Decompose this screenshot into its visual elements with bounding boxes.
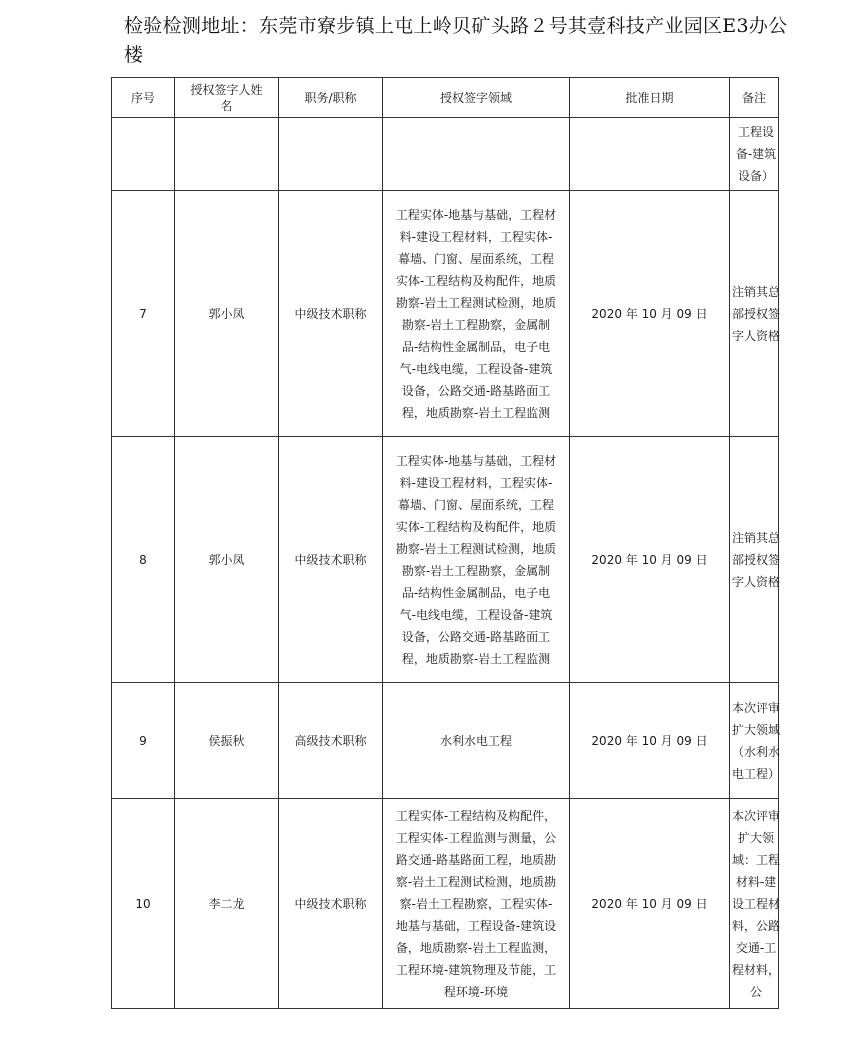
header-field: 授权签字领域 (383, 78, 570, 118)
inspection-address: 检验检测地址：东莞市寮步镇上屯上岭贝矿头路２号其壹科技产业园区E3办公楼 (124, 15, 788, 66)
note-text: 本次评审扩大领域：工程材料-建设工程材料，公路交通-工程材料，公 (731, 808, 780, 999)
table-row (112, 191, 779, 437)
table-row (112, 799, 779, 1009)
cell-title: 中级技术职称 (279, 799, 383, 1009)
header-seq: 序号 (112, 78, 175, 118)
cell-name: 李二龙 (175, 799, 279, 1009)
header-date: 批准日期 (570, 78, 730, 118)
cell-note (730, 437, 779, 683)
cell-date: 2020 年 10 月 09 日 (570, 437, 730, 683)
header-note: 备注 (730, 78, 779, 118)
cell-date: 2020 年 10 月 09 日 (570, 683, 730, 799)
cell-field (383, 118, 570, 191)
field-text: 工程实体-工程结构及构配件，工程实体-工程监测与测量，公路交通-路基路面工程，地质勘察-岩土工程测试检测，地质勘察-岩土工程勘察，工程实体-地基与基础，工程设备-建筑设备，地质勘察-岩土工程监测，工程环境-建筑物理及节能，工程环境-环境 (395, 808, 557, 999)
table-header-row (112, 78, 779, 118)
cell-note (730, 118, 779, 191)
note-text: 注销其总部授权签字人资格 (731, 284, 780, 343)
note-text: 工程设备-建筑设备） (735, 125, 777, 183)
cell-name: 侯振秋 (175, 683, 279, 799)
cell-field (383, 683, 570, 799)
table-row (112, 118, 779, 191)
header-name (175, 78, 279, 118)
cell-seq: 7 (112, 191, 175, 437)
note-text: 本次评审扩大领域（水利水电工程） (731, 700, 780, 781)
cell-name (175, 118, 279, 191)
table-row (112, 683, 779, 799)
cell-date: 2020 年 10 月 09 日 (570, 191, 730, 437)
field-text: 工程实体-地基与基础，工程材料-建设工程材料，工程实体-幕墙、门窗、屋面系统，工程实体-工程结构及构配件，地质勘察-岩土工程测试检测，地质勘察-岩土工程勘察，金属制品-结构性金属制品，电子电气-电线电缆，工程设备-建筑设备，公路交通-路基路面工程，地质勘察-岩土工程监测 (395, 453, 557, 666)
signatory-table (111, 77, 779, 1009)
table-row (112, 437, 779, 683)
field-text: 水利水电工程 (439, 733, 512, 748)
cell-seq: 8 (112, 437, 175, 683)
cell-field (383, 191, 570, 437)
cell-seq: 10 (112, 799, 175, 1009)
cell-date (570, 118, 730, 191)
note-text: 注销其总部授权签字人资格 (731, 530, 780, 589)
cell-title (279, 118, 383, 191)
cell-field (383, 437, 570, 683)
cell-note (730, 683, 779, 799)
cell-name: 郭小凤 (175, 191, 279, 437)
cell-note (730, 799, 779, 1009)
header-title: 职务/职称 (279, 78, 383, 118)
field-text: 工程实体-地基与基础，工程材料-建设工程材料，工程实体-幕墙、门窗、屋面系统，工程实体-工程结构及构配件，地质勘察-岩土工程测试检测，地质勘察-岩土工程勘察，金属制品-结构性金属制品，电子电气-电线电缆，工程设备-建筑设备，公路交通-路基路面工程，地质勘察-岩土工程监测 (395, 207, 557, 420)
cell-field (383, 799, 570, 1009)
cell-note (730, 191, 779, 437)
cell-name: 郭小凤 (175, 437, 279, 683)
header-name-text: 授权签字人姓名 (190, 82, 263, 113)
cell-seq (112, 118, 175, 191)
cell-seq: 9 (112, 683, 175, 799)
cell-title: 高级技术职称 (279, 683, 383, 799)
cell-date: 2020 年 10 月 09 日 (570, 799, 730, 1009)
cell-title: 中级技术职称 (279, 437, 383, 683)
cell-title: 中级技术职称 (279, 191, 383, 437)
